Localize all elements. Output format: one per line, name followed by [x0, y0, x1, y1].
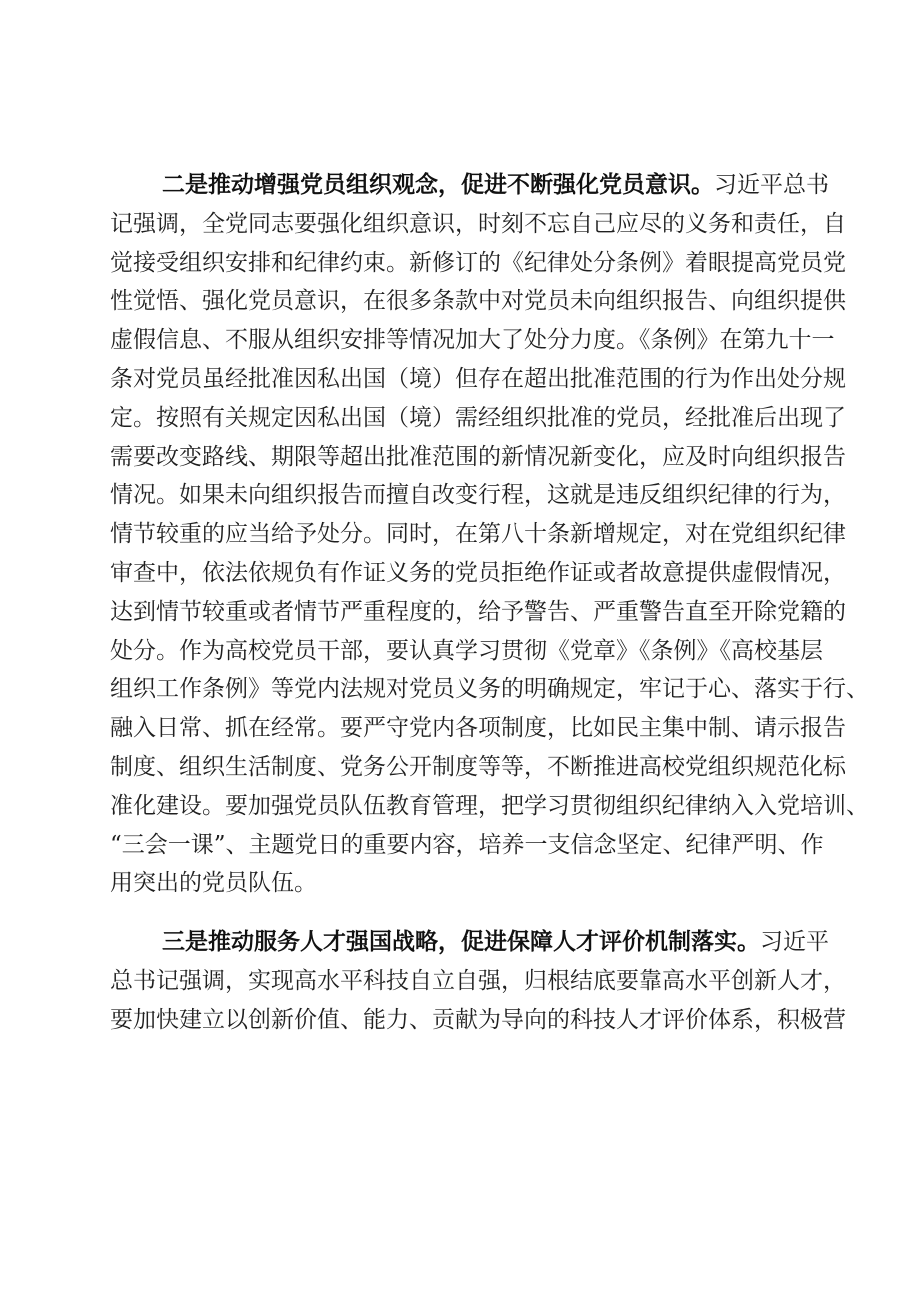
paragraph-line: 组织工作条例》等党内法规对党员义务的明确规定，牢记于心、落实于行、 [110, 676, 869, 703]
paragraph-line: 条对党员虽经批准因私出国（境）但存在超出批准范围的行为作出处分规 [110, 365, 846, 392]
paragraph-line: 总书记强调，实现高水平科技自立自强，归根结底要靠高水平创新人才， [110, 967, 846, 994]
paragraph-line: 性觉悟、强化党员意识，在很多条款中对党员未向组织报告、向组织提供 [110, 288, 846, 315]
paragraph-line: 需要改变路线、期限等超出批准范围的新情况新变化，应及时向组织报告 [110, 443, 846, 470]
paragraph-line: 情节较重的应当给予处分。同时，在第八十条新增规定，对在党组织纪律 [110, 521, 846, 548]
paragraph-line: 虚假信息、不服从组织安排等情况加大了处分力度。《条例》在第九十一 [110, 327, 835, 354]
paragraph-party-member-awareness [110, 166, 869, 903]
paragraph-line: 定。按照有关规定因私出国（境）需经组织批准的党员，经批准后出现了 [110, 404, 846, 431]
paragraph-line: 觉接受组织安排和纪律约束。新修订的《纪律处分条例》着眼提高党员党 [110, 249, 846, 276]
paragraph-line: 达到情节较重或者情节严重程度的，给予警告、严重警告直至开除党籍的 [110, 598, 846, 625]
paragraph-talent-strategy [110, 923, 846, 1039]
paragraph-spacing [110, 903, 810, 923]
paragraph-line: 记强调，全党同志要强化组织意识，时刻不忘自己应尽的义务和责任，自 [110, 210, 846, 237]
paragraph-lead-heading: 三是推动服务人才强国战略，促进保障人才评价机制落实。 [162, 928, 760, 956]
paragraph-line: 用突出的党员队伍。 [110, 870, 317, 897]
paragraph-line: 审查中，依法依规负有作证义务的党员拒绝作证或者故意提供虚假情况， [110, 559, 846, 586]
paragraph-line: 情况。如果未向组织报告而擅自改变行程，这就是违反组织纪律的行为， [110, 482, 846, 509]
paragraph-line: 处分。作为高校党员干部，要认真学习贯彻《党章》《条例》《高校基层 [110, 637, 823, 664]
paragraph-text: 习近平 [760, 929, 829, 956]
paragraph-line: 要加快建立以创新价值、能力、贡献为导向的科技人才评价体系，积极营 [110, 1006, 846, 1033]
paragraph-lead-heading: 二是推动增强党员组织观念，促进不断强化党员意识。 [162, 171, 714, 198]
paragraph-line: “三会一课”、主题党日的重要内容，培养一支信念坚定、纪律严明、作 [110, 831, 824, 858]
document-body [110, 166, 869, 1040]
paragraph-first-line [110, 923, 829, 962]
paragraph-text: 习近平总书 [714, 172, 829, 198]
paragraph-line: 准化建设。要加强党员队伍教育管理，把学习贯彻组织纪律纳入入党培训、 [110, 792, 869, 819]
paragraph-line: 制度、组织生活制度、党务公开制度等等，不断推进高校党组织规范化标 [110, 753, 846, 780]
paragraph-line: 融入日常、抓在经常。要严守党内各项制度，比如民主集中制、请示报告 [110, 715, 846, 742]
paragraph-first-line [110, 166, 829, 205]
